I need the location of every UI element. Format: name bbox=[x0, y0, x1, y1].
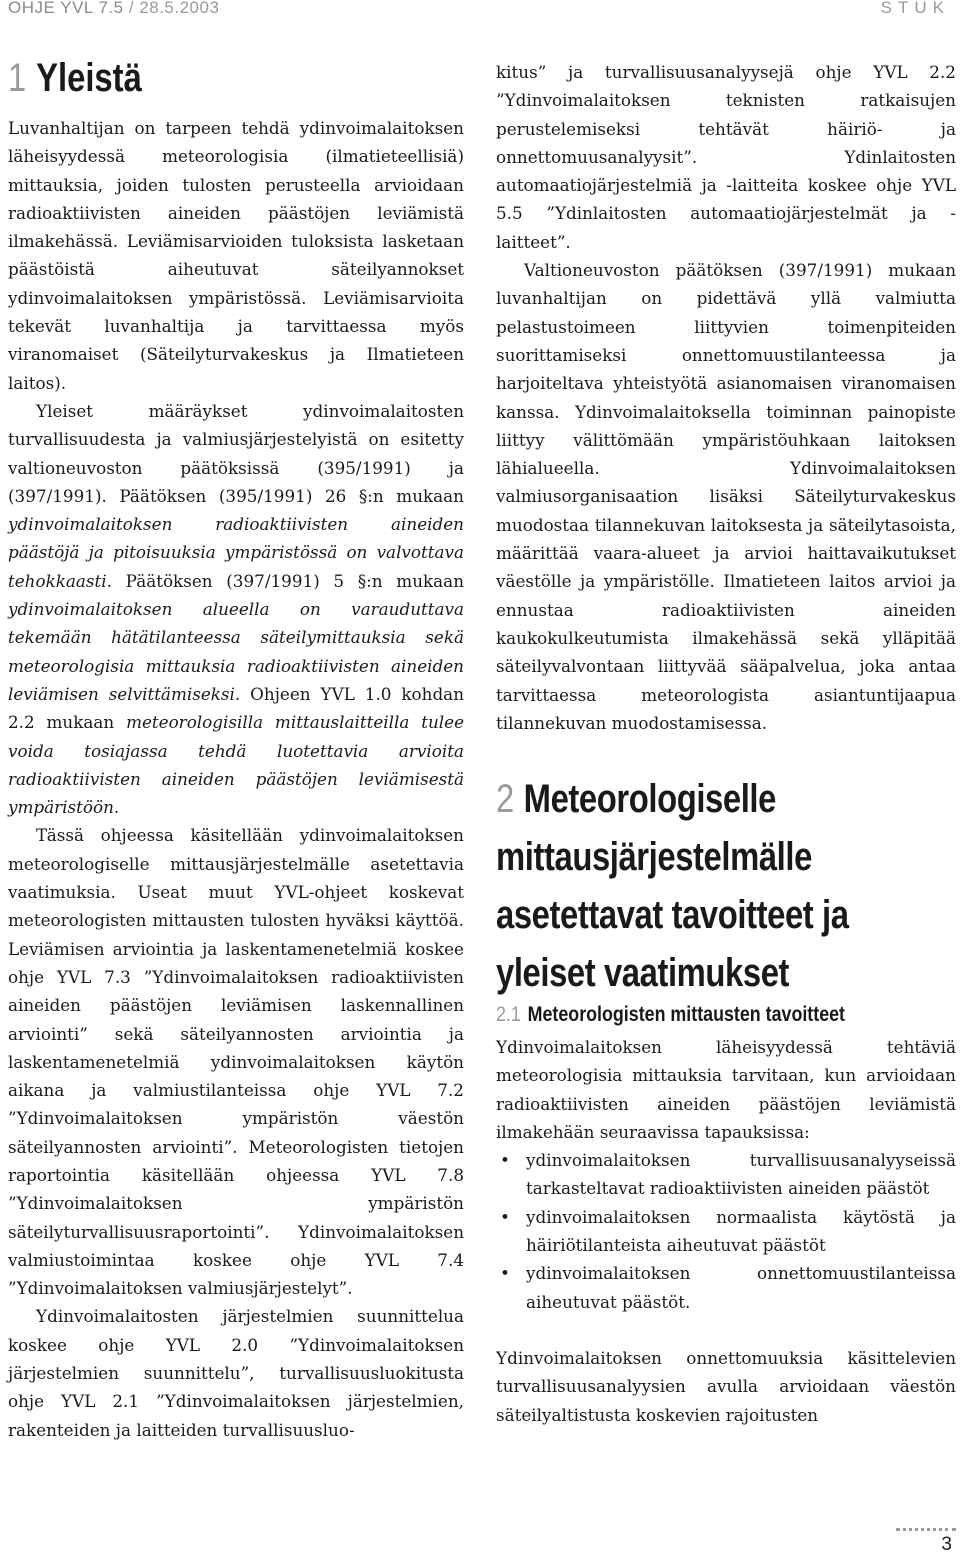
p2-quote-2: ydinvoimalaitoksen alueella on varauduttava tekemään hätätilanteessa säteilymittauksia sekä meteorologisia mittauksia radioaktiivisten aineiden leviämisen selvittämiseksi bbox=[8, 599, 464, 704]
section-1-paragraph-5: Valtioneuvoston päätöksen (397/1991) mukaan luvanhaltijan on pidettävä yllä valmiutta pelastustoimeen liittyvien toimenpiteiden suorittamiseksi onnettomuustilanteessa ja harjoiteltava yhteistyötä asianomaisen viranomaisen kanssa. Ydinvoimalaitoksella toiminnan painopiste liittyy välittömään ympäristöuhkaan laitoksen lähialueella. Ydinvoimalaitoksen valmiusorganisaation lisäksi Säteilyturvakeskus muodostaa tilannekuvan laitoksesta ja säteilytasoista, määrittää vaara-alueet ja arvioi haittavaikutukset väestölle ja ympäristölle. Ilmatieteen laitos arvioi ja ennustaa radioaktiivisten aineiden kaukokulkeutumista ilmakehässä sekä ylläpitää säteilyvalvontaan liittyvää sääpalvelua, joka antaa tarvittaessa meteorologista asiantuntijaapua tilannekuvan muodostamisessa. bbox=[496, 260, 956, 733]
list-item: • ydinvoimalaitoksen onnettomuustilanteissa aiheutuvat päästöt. bbox=[496, 1259, 956, 1316]
right-column-top bbox=[496, 58, 956, 737]
p2-quote-1: ydinvoimalaitoksen radioaktiivisten aineiden päästöjä ja pitoisuuksia ympäristössä on valvottava tehokkaasti bbox=[8, 514, 464, 591]
footer-divider bbox=[896, 1528, 956, 1531]
section-2-1-body bbox=[496, 1033, 956, 1429]
purpose-list bbox=[496, 1146, 956, 1316]
section-2-1-heading bbox=[496, 1001, 938, 1029]
section-1-paragraph-3: Tässä ohjeessa käsitellään ydinvoimalaitoksen meteorologiselle mittausjärjestelmälle asetettavia vaatimuksia. Useat muut YVL-ohjeet koskevat meteorologisten mittausten tulosten hyväksi käyttöä. Leviämisen arviointia ja laskentamenetelmiä koskee ohje YVL 7.3 ”Ydinvoimalaitoksen radioaktiivisten aineiden päästöjen leviämisen laskennallinen arviointi” sekä säteilyannosten arviointia ja laskentamenetelmiä ydinvoimalaitoksen käytön aikana ja valmiustilanteissa ohje YVL 7.2 ”Ydinvoimalaitoksen ympäristön väestön säteilyannosten arviointi”. Meteorologisten tietojen raportointia käsitellään ohjeessa YVL 7.8 ”Ydinvoimalaitoksen ympäristön säteilyturvallisuusraportointi”. Ydinvoimalaitoksen valmiustoimintaa koskee ohje YVL 7.4 ”Ydinvoimalaitoksen valmiusjärjestelyt”. bbox=[8, 825, 464, 1299]
p2-text-e: . Ohjeen YVL 1.0 kohdan 2.2 mukaan bbox=[8, 683, 464, 733]
doc-id: OHJE YVL 7.5 bbox=[8, 0, 124, 17]
organization-label: STUK bbox=[880, 0, 950, 17]
section-1-paragraph-4-continued: kitus” ja turvallisuusanalyysejä ohje YVL 2.2 ”Ydinvoimalaitoksen teknisten ratkaisujen perustelemiseksi tehtävät häiriö- ja onnettomuusanalyysit”. Ydinlaitosten automaatiojärjestelmiä ja -laitteita koskee ohje YVL 5.5 ”Ydinlaitosten automaatiojärjestelmät ja -laitteet”. bbox=[496, 62, 956, 252]
list-item: • ydinvoimalaitoksen turvallisuusanalyyseissä tarkasteltavat radioaktiivisten aineiden päästöt bbox=[496, 1146, 956, 1203]
p2-quote-3: meteorologisilla mittauslaitteilla tulee voida tosiajassa tehdä luotettavia arvioita radioaktiivisten aineiden päästöjen leviämisestä ympäristöön bbox=[8, 712, 464, 818]
section-2-1-closing: Ydinvoimalaitoksen onnettomuuksia käsittelevien turvallisuusanalyysien avulla arvioidaan väestön säteilyaltistusta koskevien rajoitusten bbox=[496, 1347, 956, 1425]
p2-text-g: . bbox=[113, 797, 120, 818]
section-1-title: Yleistä bbox=[36, 56, 142, 100]
section-2-number: 2 bbox=[496, 777, 514, 821]
section-2-heading bbox=[496, 770, 873, 1002]
section-2-1-title: Meteorologisten mittausten tavoitteet bbox=[527, 1003, 846, 1026]
page-number: 3 bbox=[941, 1534, 952, 1555]
doc-date: / 28.5.2003 bbox=[123, 0, 220, 17]
list-item: • ydinvoimalaitoksen normaalista käytöstä ja häiriötilanteista aiheutuvat päästöt bbox=[496, 1203, 956, 1260]
section-1-paragraph-1: Luvanhaltijan on tarpeen tehdä ydinvoimalaitoksen läheisyydessä meteorologisia (ilmatieteellisiä) mittauksia, joiden tulosten perusteella arvioidaan radioaktiivisten aineiden päästöjen leviämistä ilmakehässä. Leviämisarvioiden tuloksista lasketaan päästöistä aiheutuvat säteilyannokset ydinvoimalaitoksen ympäristössä. Leviämisarvioita tekevät luvanhaltija ja tarvittaessa myös viranomaiset (Säteilyturvakeskus ja Ilmatieteen laitos). bbox=[8, 118, 464, 393]
section-1-number: 1 bbox=[8, 56, 27, 100]
section-2-title: Meteorologiselle mittausjärjestelmälle asetettavat tavoitteet ja yleiset vaatimukset bbox=[496, 777, 849, 995]
section-1-paragraph-4: Ydinvoimalaitosten järjestelmien suunnittelua koskee ohje YVL 2.0 ”Ydinvoimalaitoksen järjestelmien suunnittelu”, turvallisuusluokitusta ohje YVL 2.1 ”Ydinvoimalaitoksen järjestelmien, rakenteiden ja laitteiden turvallisuusluo- bbox=[8, 1306, 464, 1440]
p2-text-c: . Päätöksen (397/1991) 5 §:n mukaan bbox=[106, 570, 464, 591]
section-1-heading bbox=[8, 52, 142, 104]
left-column bbox=[8, 114, 464, 1444]
section-2-1-number: 2.1 bbox=[496, 1003, 521, 1026]
p2-text-a: Yleiset määräykset ydinvoimalaitosten turvallisuudesta ja valmiusjärjestelyistä on esitetty valtioneuvoston päätöksissä (395/1991) ja (397/1991). Päätöksen (395/1991) 26 §:n mukaan bbox=[8, 400, 464, 506]
document-header bbox=[8, 0, 219, 18]
section-1-paragraph-2 bbox=[8, 397, 464, 821]
section-2-1-intro: Ydinvoimalaitoksen läheisyydessä tehtäviä meteorologisia mittauksia tarvitaan, kun arvioidaan radioaktiivisten aineiden päästöjen leviämistä ilmakehään seuraavissa tapauksissa: bbox=[496, 1037, 956, 1142]
